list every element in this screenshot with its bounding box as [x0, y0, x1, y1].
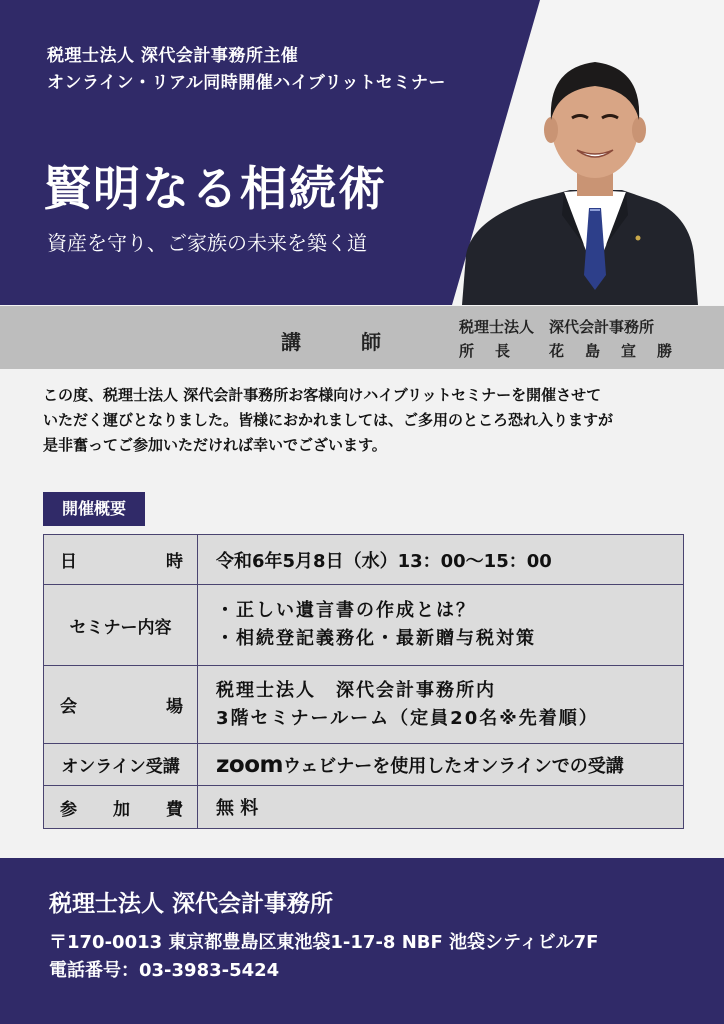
date-label-a: 日	[60, 552, 77, 572]
fee-value: 無 料	[198, 786, 684, 829]
organizer-line-2: オンライン・リアル同時開催ハイブリットセミナー	[47, 73, 446, 93]
intro-line-2: いただく運びとなりました。皆様におかれましては、ご多用のところ恐れ入りますが	[43, 411, 614, 429]
lecturer-organization: 税理士法人 深代会計事務所	[459, 318, 655, 336]
zoom-wordmark: zoom	[216, 751, 283, 778]
intro-line-3: 是非奮ってご参加いただければ幸いでございます。	[43, 436, 387, 454]
footer-address: 〒170-0013 東京都豊島区東池袋1-17-8 NBF 池袋シティビル7F	[49, 932, 599, 953]
page-title: 賢明なる相続術	[44, 162, 387, 217]
date-label-cell	[44, 535, 198, 585]
online-value	[198, 744, 684, 786]
organizer-line-1: 税理士法人 深代会計事務所主催	[47, 46, 299, 66]
venue-label-cell	[44, 666, 198, 744]
venue-label-b: 場	[166, 697, 183, 717]
fee-label-b: 加	[113, 799, 130, 820]
lecturer-bar	[0, 306, 724, 369]
venue-label-a: 会	[60, 697, 77, 717]
lecturer-label: 講師	[281, 330, 441, 354]
table-row-date	[44, 535, 684, 585]
table-row-content	[44, 585, 684, 666]
footer-phone: 電話番号：03-3983-5424	[49, 960, 280, 981]
content-value	[198, 585, 684, 666]
content-line-2: ・相続登記義務化・最新贈与税対策	[216, 628, 536, 649]
venue-line-2: 3階セミナールーム（定員20名※先着順）	[216, 707, 599, 729]
overview-section-label: 開催概要	[43, 492, 145, 526]
table-row-online	[44, 744, 684, 786]
fee-label-a: 参	[60, 799, 77, 820]
lecturer-name: 所 長 花 島 宣 勝	[459, 342, 676, 360]
intro-line-1: この度、税理士法人 深代会計事務所お客様向けハイブリットセミナーを開催させて	[43, 386, 602, 404]
header-banner	[0, 0, 724, 305]
online-description: ウェビナーを使用したオンラインでの受講	[282, 755, 624, 777]
table-row-fee	[44, 786, 684, 829]
fee-label-cell	[44, 786, 198, 829]
footer	[0, 858, 724, 1024]
venue-value	[198, 666, 684, 744]
event-overview-table	[43, 534, 684, 829]
fee-label-c: 費	[166, 799, 183, 820]
date-label-b: 時	[166, 552, 183, 572]
speaker-photo	[452, 40, 702, 305]
content-line-1: ・正しい遺言書の作成とは？	[216, 600, 476, 621]
table-row-venue	[44, 666, 684, 744]
footer-organization: 税理士法人 深代会計事務所	[49, 891, 334, 917]
content-label: セミナー内容	[44, 585, 198, 666]
page-subtitle: 資産を守り、ご家族の未来を築く道	[47, 231, 367, 255]
online-label: オンライン受講	[44, 744, 198, 786]
venue-line-1: 税理士法人 深代会計事務所内	[216, 679, 496, 701]
intro-paragraph	[43, 383, 693, 458]
date-value: 令和6年5月8日（水）13：00～15：00	[198, 535, 684, 585]
